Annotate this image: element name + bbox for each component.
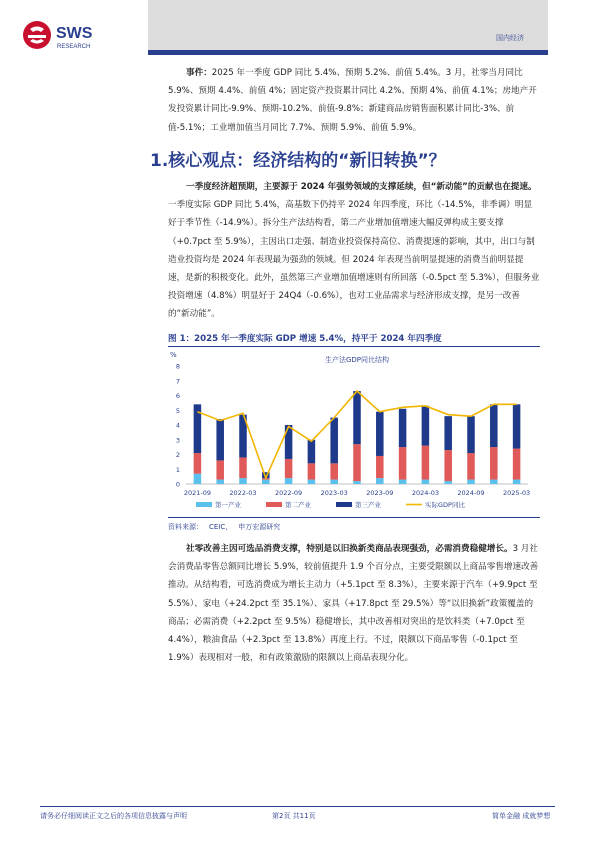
bar-segment-第三产业 — [330, 418, 338, 464]
y-tick-label: 3 — [175, 436, 180, 445]
bar-segment-第二产业 — [467, 453, 475, 480]
y-tick-label: 4 — [175, 421, 180, 430]
sws-logo — [22, 20, 132, 52]
y-tick-label: 7 — [175, 377, 180, 386]
legend-swatch — [196, 502, 212, 507]
figure-source — [168, 522, 286, 532]
legend-label: 第二产业 — [285, 501, 311, 509]
header-band — [148, 0, 548, 50]
bar-segment-第二产业 — [399, 447, 407, 479]
y-tick-label: 1 — [175, 465, 180, 474]
bar-segment-第一产业 — [513, 480, 521, 484]
para1-bold: 一季度经济超预期，主要源于 2024 年强势领域的支撑延续，但“新动能”的贡献也在提速。 — [186, 182, 537, 192]
bar-segment-第一产业 — [194, 474, 202, 484]
bar-segment-第二产业 — [194, 453, 202, 474]
gdp-structure-chart — [168, 350, 540, 519]
bar-segment-第一产业 — [353, 481, 361, 484]
footer-slogan: 简单金融 成就梦想 — [492, 812, 551, 820]
x-tick-label: 2022-09 — [275, 489, 303, 497]
para2-text: 3 月社会消费品零售总额同比增长 5.9%，较前值提升 1.9 个百分点，主要受限额以上商品零售增速改善推动。从结构看，可选消费成为增长主动力（+5.1pct 至 8.3%），主要来源于汽车（+9.9pct 至 5.5%）、家电（+24.2pct 至 35.1%）、家具（+17.8pct 至 29.5%）等“以旧换新”政策覆盖的商品；必需消费（+2.2pct 至 9.5%）稳健增长，其中改善相对突出的是饮料类（+7.0pct 至 4.4%），粮油食品（+2.3pct 至 13.8%）再度上行。不过，限额以下商品零售（-0.1pct 至 1.9%）表现相对一般，和有政策激励的限额以上商品表现分化。 — [168, 544, 539, 664]
para2-bold: 社零改善主因可选品消费支撑，特别是以旧换新类商品表现强劲，必需消费稳健增长。 — [186, 544, 513, 554]
bar-segment-第一产业 — [285, 478, 293, 484]
bar-segment-第三产业 — [467, 416, 475, 453]
bar-segment-第三产业 — [194, 404, 202, 453]
legend-label: 第一产业 — [215, 501, 241, 509]
footer-page-number: 第2页 共11页 — [272, 812, 316, 820]
bar-segment-第三产业 — [308, 440, 316, 464]
event-lead: 事件： — [186, 68, 212, 78]
footer-rule — [40, 806, 555, 807]
figure-rule-top — [168, 346, 540, 347]
x-tick-label: 2022-03 — [229, 489, 257, 497]
header-rule — [148, 50, 548, 55]
y-tick-label: 8 — [175, 362, 180, 371]
core-view-paragraph — [168, 178, 540, 324]
bar-segment-第二产业 — [330, 463, 338, 479]
bar-segment-第二产业 — [285, 459, 293, 478]
bar-segment-第三产业 — [353, 391, 361, 444]
x-tick-label: 2025-03 — [503, 489, 531, 497]
bar-segment-第二产业 — [308, 463, 316, 479]
bar-segment-第二产业 — [239, 457, 247, 478]
bar-segment-第一产业 — [330, 480, 338, 484]
bar-segment-第二产业 — [376, 456, 384, 478]
bar-segment-第一产业 — [262, 480, 270, 484]
bar-segment-第三产业 — [216, 419, 224, 460]
retail-paragraph — [168, 540, 540, 667]
svg-text:SWS: SWS — [56, 25, 93, 42]
bar-segment-第一产业 — [490, 480, 498, 484]
bar-segment-第一产业 — [216, 480, 224, 484]
figure-title: 图 1：2025 年一季度实际 GDP 增速 5.4%，持平于 2024 年四季度 — [168, 334, 442, 344]
svg-text:RESEARCH: RESEARCH — [57, 44, 91, 50]
source-ceic: CEIC， — [209, 523, 233, 531]
y-tick-label: 0 — [175, 480, 180, 489]
y-tick-label: 5 — [175, 406, 180, 415]
bar-segment-第三产业 — [422, 406, 430, 446]
event-text: 2025 年一季度 GDP 同比 5.4%、预期 5.2%、前值 5.4%。3 月，社零当月同比 5.9%、预期 4.4%、前值 4%；固定资产投资累计同比 4.2%、预期 4%、前值 4.1%；房地产开发投资累计同比-9.9%、预期-10.2%、前值-9.8%；新建商品房销售面积累计同比-3%、前值-5.1%；工业增加值当月同比 7.7%、预期 5.9%、前值 5.9%。 — [168, 68, 537, 133]
x-tick-label: 2024-03 — [411, 489, 439, 497]
bar-segment-第一产业 — [308, 480, 316, 484]
bar-segment-第一产业 — [467, 480, 475, 484]
bar-segment-第一产业 — [399, 480, 407, 484]
bar-segment-第二产业 — [353, 444, 361, 481]
section-tag: 国内经济 — [496, 34, 524, 42]
bar-segment-第三产业 — [513, 404, 521, 448]
bar-segment-第三产业 — [285, 425, 293, 459]
y-axis-unit: % — [170, 351, 177, 359]
bar-segment-第二产业 — [444, 450, 452, 481]
legend-label: 第三产业 — [355, 501, 381, 509]
bar-segment-第二产业 — [422, 446, 430, 480]
bar-segment-第一产业 — [422, 480, 430, 484]
event-paragraph — [168, 64, 540, 137]
chart-svg — [168, 350, 540, 515]
bar-segment-第二产业 — [216, 460, 224, 479]
legend-label: 实际GDP同比 — [425, 501, 465, 509]
y-tick-label: 6 — [175, 392, 180, 400]
legend-swatch — [336, 502, 352, 507]
bar-segment-第三产业 — [490, 404, 498, 447]
section-heading: 1.核心观点：经济结构的“新旧转换”？ — [150, 151, 446, 171]
source-label: 资料来源： — [168, 523, 203, 531]
x-tick-label: 2023-03 — [320, 489, 348, 497]
page-header — [0, 0, 595, 62]
bar-segment-第一产业 — [239, 478, 247, 484]
figure-rule-bottom — [168, 517, 540, 518]
bar-segment-第一产业 — [376, 478, 384, 484]
chart-title: 生产法GDP同比结构 — [324, 356, 390, 364]
x-tick-label: 2024-09 — [457, 489, 485, 497]
legend-swatch — [266, 502, 282, 507]
para1-text: 一季度实际 GDP 同比 5.4%，高基数下仍持平 2024 年四季度，环比（-14.5%，非季调）明显好于季节性（-14.9%）。拆分生产法结构看，第二产业增加值增速大幅反弹构成主要支撑（+0.7pct 至 5.9%），主因出口走强、制造业投资保持高位、消费提速的影响，其中，出口与制造业投资均是 2024 年表现最为强劲的领域。但 2024 年表现当前明显提速的消费当前明显提速，是新的积极变化。此外，虽然第三产业增加值增速则有所回落（-0.5pct 至 5.3%），但服务业投资增速（4.8%）明显好于 24Q4（-0.6%），也对工业品需求与经济形成支撑，是另一改善的“新动能”。 — [168, 200, 540, 320]
footer-disclaimer: 请务必仔细阅读正文之后的各项信息披露与声明 — [40, 812, 187, 820]
bar-segment-第一产业 — [444, 481, 452, 484]
x-tick-label: 2023-09 — [366, 489, 394, 497]
bar-segment-第三产业 — [399, 409, 407, 447]
bar-segment-第二产业 — [513, 449, 521, 480]
bar-segment-第三产业 — [444, 416, 452, 450]
source-sws: 申万宏源研究 — [238, 523, 281, 531]
bar-segment-第二产业 — [490, 447, 498, 479]
y-tick-label: 2 — [175, 451, 180, 459]
bar-segment-第三产业 — [376, 412, 384, 456]
x-tick-label: 2021-09 — [183, 489, 211, 497]
